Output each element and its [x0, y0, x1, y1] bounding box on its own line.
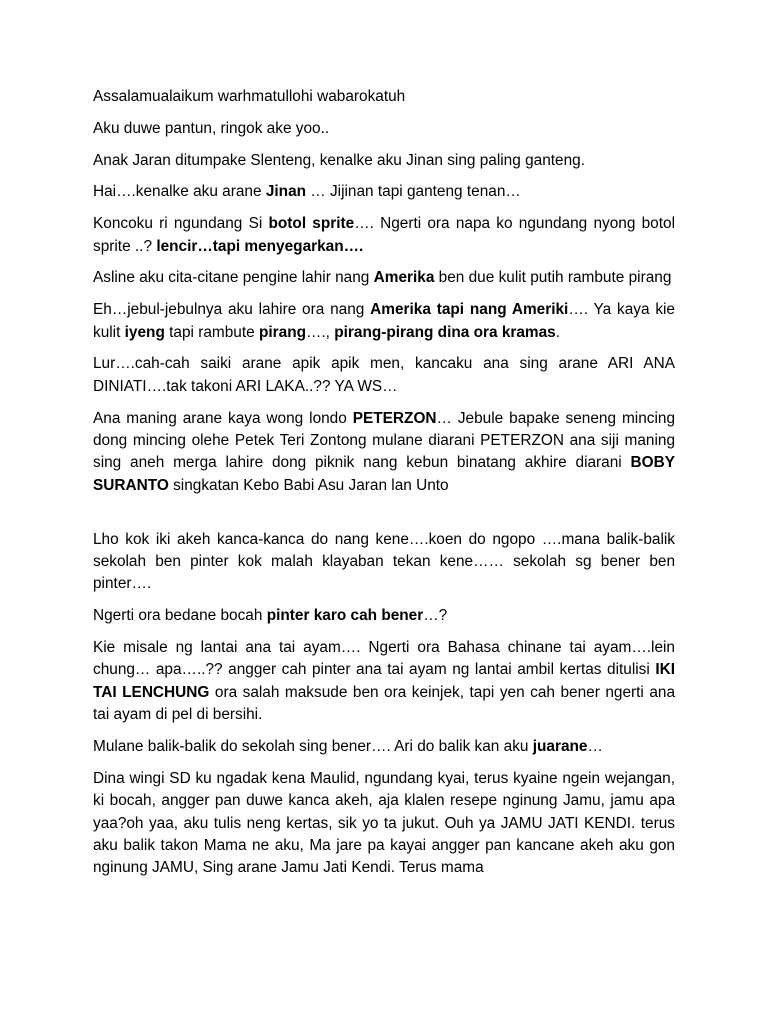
paragraph-spacer — [93, 507, 675, 529]
text-run: …. Ya kaya kie kulit — [93, 301, 675, 341]
paragraph — [93, 605, 675, 627]
bold-text-run: juarane — [532, 738, 588, 756]
paragraph — [93, 408, 675, 498]
bold-text-run: Amerika tapi nang Ameriki — [370, 301, 569, 319]
bold-text-run: pirang-pirang dina ora kramas — [334, 323, 556, 341]
bold-text-run: pirang — [258, 323, 306, 341]
bold-text-run: PETERZON — [352, 409, 437, 427]
text-run: …. Ngerti ora napa ko ngundang nyong botol sprite ..? — [93, 215, 675, 255]
paragraph — [93, 736, 675, 758]
text-run: …., — [306, 323, 335, 341]
paragraph — [93, 529, 675, 596]
bold-text-run: BOBY SURANTO — [93, 454, 675, 494]
text-run: Anak Jaran ditumpake Slenteng, kenalke aku Jinan sing paling ganteng. — [93, 151, 585, 169]
bold-text-run: pinter karo cah bener — [266, 607, 424, 625]
paragraph — [93, 267, 675, 289]
text-run: Asline aku cita-citane pengine lahir nang — [93, 269, 374, 287]
text-run: ora salah maksude ben ora keinjek, tapi yen cah bener ngerti ana tai ayam di pel di bersihi. — [93, 683, 676, 724]
bold-text-run: Jinan — [265, 183, 307, 201]
text-run: …? — [423, 607, 448, 625]
text-run: Lho kok iki akeh kanca-kanca do nang kene….koen do ngopo ….mana balik-balik sekolah ben pinter kok malah klayaban tekan kene…… sekolah sg bener ben pinter…. — [93, 530, 675, 593]
text-run: Hai….kenalke aku arane — [93, 183, 266, 201]
paragraph — [93, 86, 675, 108]
text-run: Aku duwe pantun, ringok ake yoo.. — [93, 119, 330, 137]
text-run: Ana maning arane kaya wong londo — [93, 409, 353, 427]
paragraph — [93, 150, 675, 172]
paragraph — [93, 768, 675, 880]
text-run: Lur….cah-cah saiki arane apik apik men, kancaku ana sing arane ARI ANA DINIATI….tak takoni ARI LAKA..?? YA WS… — [93, 355, 675, 395]
text-run: Koncoku ri ngundang Si — [93, 215, 269, 233]
bold-text-run: Amerika — [373, 269, 435, 287]
document-body — [93, 86, 675, 889]
text-run: Assalamualaikum warhmatullohi wabarokatuh — [93, 88, 406, 105]
paragraph — [93, 353, 675, 398]
text-run: ben due kulit putih rambute pirang — [434, 269, 672, 287]
bold-text-run: iyeng — [124, 323, 165, 341]
text-run: tapi rambute — [164, 323, 259, 341]
text-run: Dina wingi SD ku ngadak kena Maulid, ngundang kyai, terus kyaine ngein wejangan, ki bocah, angger pan duwe kanca akeh, aja klalen resepe nginung Jamu, jamu apa yaa?oh yaa, aku tulis neng kertas, sik yo ta jukut. Ouh ya JAMU JATI KENDI. terus aku balik takon Mama ne aku, Ma jare pa kayai angger pan kancane akeh aku gon nginung JAMU, Sing arane Jamu Jati Kendi. Terus mama — [93, 769, 675, 877]
bold-text-run: IKI TAI LENCHUNG — [93, 661, 675, 701]
text-run: Mulane balik-balik do sekolah sing bener…. Ari do balik kan aku — [93, 738, 533, 756]
paragraph — [93, 213, 675, 258]
text-run: … — [587, 738, 603, 756]
text-run: … Jijinan tapi ganteng tenan… — [306, 183, 521, 201]
paragraph — [93, 118, 675, 140]
paragraph — [93, 637, 675, 727]
paragraph — [93, 181, 675, 203]
text-run: singkatan Kebo Babi Asu Jaran lan Unto — [168, 476, 449, 494]
text-run: … Jebule bapake seneng mincing dong mincing olehe Petek Teri Zontong mulane diarani PETERZON ana siji maning sing aneh merga lahire dong piknik nang kebun binatang akhire diarani — [93, 409, 676, 472]
text-run: Kie misale ng lantai ana tai ayam…. Ngerti ora Bahasa chinane tai ayam….lein chung… apa…..?? angger cah pinter ana tai ayam ng lantai ambil kertas ditulisi — [93, 639, 675, 679]
bold-text-run: botol sprite — [268, 215, 355, 233]
text-run: Eh…jebul-jebulnya aku lahire ora nang — [93, 301, 371, 319]
paragraph — [93, 299, 675, 344]
bold-text-run: lencir…tapi menyegarkan…. — [156, 237, 364, 255]
text-run: . — [555, 323, 561, 341]
text-run: Ngerti ora bedane bocah — [93, 607, 267, 625]
